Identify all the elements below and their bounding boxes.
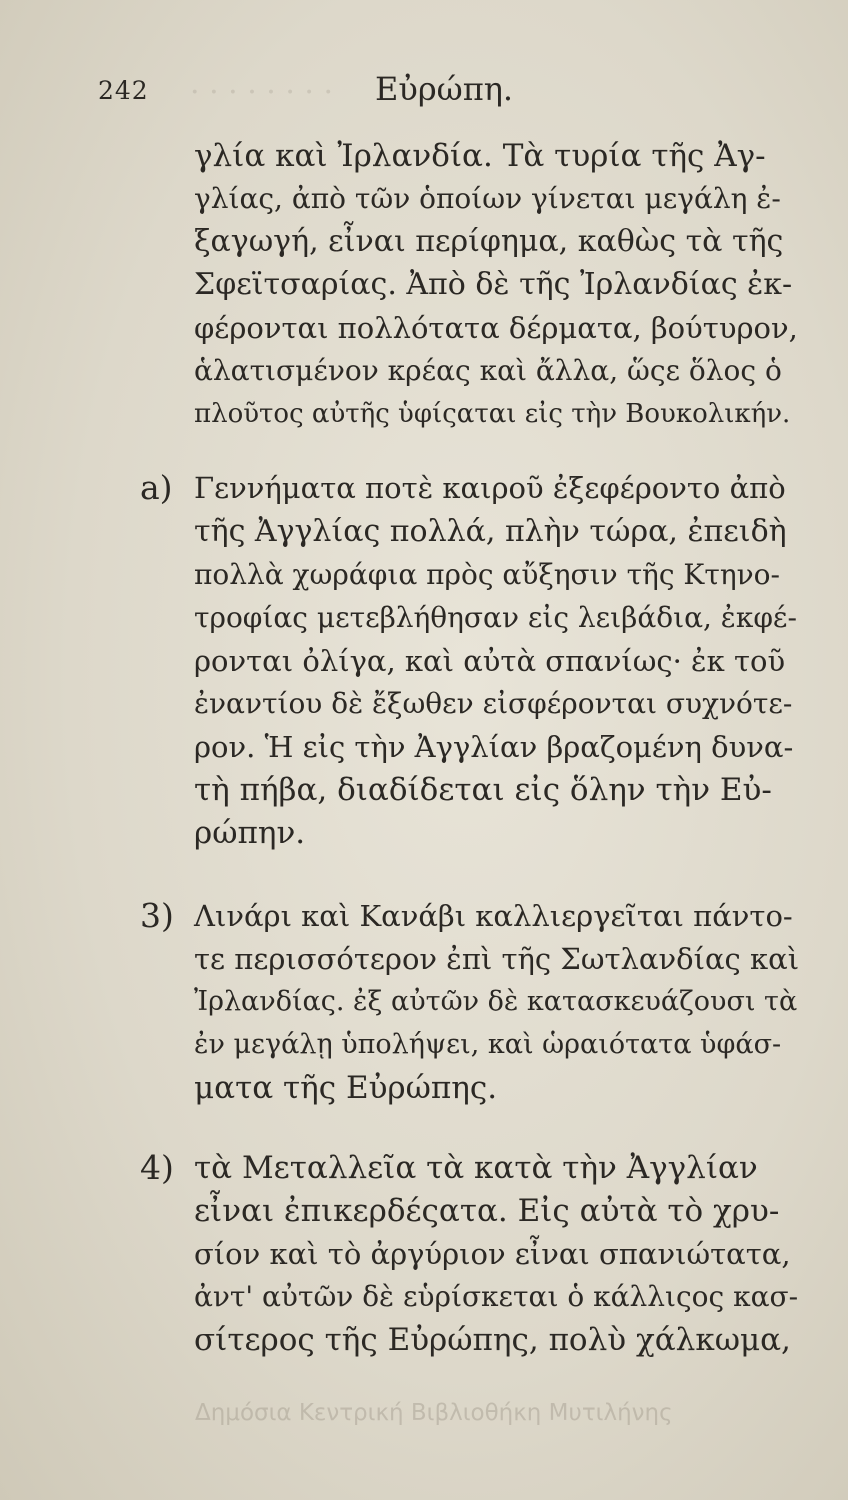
paragraph-marker: a) (140, 468, 173, 507)
text-line: ρον. Ἡ εἰς τὴν Ἀγγλίαν βραζομένη δυνα- (194, 730, 794, 764)
text-line: εἶναι ἐπικερδέςατα. Εἰς αὐτὰ τὸ χρυ- (194, 1193, 780, 1229)
text-line: τὰ Μεταλλεῖα τὰ κατὰ τὴν Ἀγγλίαν (194, 1150, 758, 1186)
text-line: ἀντ' αὐτῶν δὲ εὑρίσκεται ὁ κάλλιςος κασ- (194, 1280, 799, 1313)
paragraph-marker: 4) (140, 1148, 174, 1187)
text-line: γλίας, ἀπὸ τῶν ὁποίων γίνεται μεγάλη ἐ- (194, 182, 781, 215)
bleed-through: · · · · · · · · (190, 75, 334, 110)
text-line: ρονται ὀλίγα, καὶ αὐτὰ σπανίως· ἐκ τοῦ (194, 644, 786, 678)
text-line: ρώπην. (194, 815, 306, 851)
text-line: ματα τῆς Εὐρώπης. (194, 1070, 498, 1106)
page-number: 242 (98, 76, 149, 105)
page-header (0, 72, 848, 112)
library-watermark: Δημόσια Κεντρική Βιβλιοθήκη Μυτιλήνης (195, 1400, 673, 1426)
text-line: ἐναντίου δὲ ἔξωθεν εἰσφέρονται συχνότε- (194, 687, 793, 720)
text-line: τὴ πήβα, διαδίδεται εἰς ὅλην τὴν Εὐ- (194, 772, 772, 808)
text-line: Γεννήματα ποτὲ καιροῦ ἐξεφέροντο ἀπὸ (194, 471, 786, 505)
text-line: τροφίας μετεβλήθησαν εἰς λειβάδια, ἐκφέ- (194, 601, 797, 634)
text-line: σίτερος τῆς Εὐρώπης, πολὺ χάλκωμα, (194, 1322, 791, 1358)
paragraph-marker: 3) (140, 896, 174, 935)
text-line: Λινάρι καὶ Κανάβι καλλιεργεῖται πάντο- (194, 899, 793, 933)
text-line: γλία καὶ Ἰρλανδία. Τὰ τυρία τῆς Ἀγ- (194, 138, 766, 174)
text-line: τῆς Ἀγγλίας πολλά, πλὴν τώρα, ἐπειδὴ (194, 514, 787, 549)
text-line: ἐν μεγάλῃ ὑπολήψει, καὶ ὡραιότατα ὑφάσ- (194, 1029, 782, 1060)
text-line: τε περισσότερον ἐπὶ τῆς Σωτλανδίας καὶ (194, 942, 800, 976)
text-line: φέρονται πολλότατα δέρματα, βούτυρον, (194, 311, 798, 345)
text-line: ξαγωγή, εἶναι περίφημα, καθὼς τὰ τῆς (194, 224, 784, 259)
text-line: πολλὰ χωράφια πρὸς αὔξησιν τῆς Κτηνο- (194, 558, 780, 591)
text-line: ἁλατισμένον κρέας καὶ ἄλλα, ὥςε ὅλος ὁ (194, 354, 782, 387)
text-line: σίον καὶ τὸ ἀργύριον εἶναι σπανιώτατα, (194, 1237, 791, 1271)
text-line: Σφεϊτσαρίας. Ἀπὸ δὲ τῆς Ἰρλανδίας ἐκ- (194, 267, 793, 302)
text-line: πλοῦτος αὐτῆς ὑφίςαται εἰς τὴν Βουκολικήν. (194, 399, 791, 429)
running-head: Εὐρώπη. (375, 70, 514, 108)
text-line: Ἰρλανδίας. ἐξ αὐτῶν δὲ κατασκευάζουσι τὰ (194, 986, 798, 1017)
